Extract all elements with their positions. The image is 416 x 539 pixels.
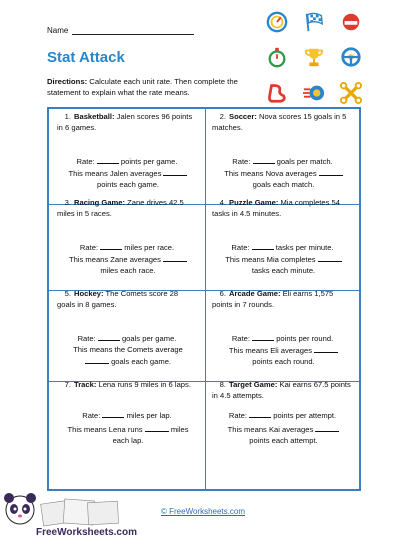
problem-text: Nova scores 15 goals in 5 matches. <box>212 112 347 132</box>
rate-unit: miles per lap. <box>124 411 172 420</box>
means-blank[interactable] <box>163 253 187 262</box>
means-text: This means Jalen averages <box>68 169 164 178</box>
means-text: This means the Comets average <box>73 345 183 354</box>
stopwatch-icon <box>266 46 288 68</box>
problem-heading: Track: <box>74 380 97 389</box>
problem-text: Lena runs 9 miles in 6 laps. <box>96 380 191 389</box>
rate-label: Rate: <box>76 157 97 166</box>
means-blank[interactable] <box>85 355 109 364</box>
checkered-flag-icon <box>303 11 325 33</box>
rate-unit: points per attempt. <box>271 411 337 420</box>
problem-number: 7. <box>64 380 71 389</box>
means-blank[interactable] <box>314 344 338 353</box>
rate-blank[interactable] <box>100 241 122 250</box>
rate-blank[interactable] <box>249 409 271 418</box>
problem-text: The Comets score 28 goals in 8 games. <box>57 289 179 309</box>
crossed-wrenches-icon <box>340 82 362 104</box>
problem-heading: Racing Game: <box>74 198 126 207</box>
means-unit: miles each race. <box>100 266 156 275</box>
problem-heading: Arcade Game: <box>229 289 281 298</box>
problem-number: 2. <box>219 112 226 121</box>
means-unit: points each round. <box>252 357 315 366</box>
means-text: This means Nova averages <box>224 169 319 178</box>
rate-label: Rate: <box>228 411 250 420</box>
rate-blank[interactable] <box>253 155 275 164</box>
means-blank[interactable] <box>315 423 339 432</box>
problem-5 <box>49 286 206 382</box>
problem-heading: Puzzle Game: <box>229 198 279 207</box>
directions <box>47 76 242 98</box>
problem-number: 4. <box>219 198 226 207</box>
directions-label: Directions: <box>47 77 88 86</box>
rate-unit: points per game. <box>118 157 178 166</box>
directions-text: Calculate each unit rate. Then complete the statement to explain what the rate means. <box>47 77 238 97</box>
problem-8 <box>204 377 361 489</box>
problem-4 <box>204 195 361 291</box>
means-unit: points each attempt. <box>249 436 318 445</box>
trophy-icon <box>303 46 325 68</box>
rate-label: Rate: <box>231 334 253 343</box>
rate-unit: goals per game. <box>119 334 177 343</box>
race-track-icon <box>266 82 288 104</box>
means-unit: goals each game. <box>108 357 172 366</box>
problem-heading: Basketball: <box>74 112 115 121</box>
problem-number: 5. <box>64 289 71 298</box>
problem-number: 6. <box>219 289 226 298</box>
problem-number: 8. <box>219 380 226 389</box>
means-text: This means Mia completes <box>225 255 318 264</box>
rate-label: Rate: <box>82 411 103 420</box>
rate-blank[interactable] <box>102 409 124 418</box>
problem-3 <box>49 195 206 291</box>
rate-unit: points per round. <box>274 334 334 343</box>
rate-label: Rate: <box>232 157 253 166</box>
rate-blank[interactable] <box>98 332 120 341</box>
rate-blank[interactable] <box>252 241 274 250</box>
problem-number: 1. <box>64 112 71 121</box>
problem-2 <box>204 109 361 205</box>
rate-unit: tasks per minute. <box>273 243 334 252</box>
rate-unit: miles per race. <box>122 243 175 252</box>
problem-text: Mia completes 54 tasks in 4.5 minutes. <box>212 198 340 218</box>
means-text: This means Kai averages <box>227 425 316 434</box>
problem-text: Jalen scores 96 points in 6 games. <box>57 112 193 132</box>
rate-label: Rate: <box>77 334 98 343</box>
problem-heading: Soccer: <box>229 112 257 121</box>
problem-7 <box>49 377 206 489</box>
rate-label: Rate: <box>79 243 101 252</box>
problem-grid <box>47 107 361 491</box>
rate-blank[interactable] <box>252 332 274 341</box>
problem-text: Kai earns 67.5 points in 4.5 attempts. <box>212 380 351 400</box>
means-blank[interactable] <box>319 167 343 176</box>
problem-text: Eli earns 1,575 points in 7 rounds. <box>212 289 334 309</box>
problem-heading: Hockey: <box>74 289 104 298</box>
steering-wheel-icon <box>340 46 362 68</box>
freeworksheets-logo <box>2 492 137 538</box>
logo-text: FreeWorksheets.com <box>36 527 137 538</box>
footer-link[interactable]: © FreeWorksheets.com <box>161 507 245 516</box>
name-label: Name <box>47 26 69 35</box>
means-blank[interactable] <box>318 253 342 262</box>
means-blank[interactable] <box>163 167 187 176</box>
problem-text: Zane drives 42.5 miles in 5 races. <box>57 198 184 218</box>
racing-helmet-icon <box>340 11 362 33</box>
means-blank[interactable] <box>145 423 169 432</box>
means-unit: miles each lap. <box>112 425 189 445</box>
means-unit: goals each match. <box>252 180 315 189</box>
means-text: This means Eli averages <box>228 346 315 355</box>
page-title: Stat Attack <box>47 49 125 66</box>
means-text: This means Zane averages <box>68 255 164 264</box>
problem-heading: Target Game: <box>229 380 278 389</box>
name-line[interactable] <box>72 34 194 35</box>
rate-unit: goals per match. <box>274 157 333 166</box>
rate-blank[interactable] <box>97 155 119 164</box>
problem-number: 3. <box>64 198 71 207</box>
problem-1 <box>49 109 206 205</box>
problem-6 <box>204 286 361 382</box>
rate-label: Rate: <box>231 243 252 252</box>
wheel-icon <box>303 82 325 104</box>
means-text: This means Lena runs <box>67 425 145 434</box>
means-unit: tasks each minute. <box>251 266 316 275</box>
speedometer-icon <box>266 11 288 33</box>
means-unit: points each game. <box>96 180 160 189</box>
